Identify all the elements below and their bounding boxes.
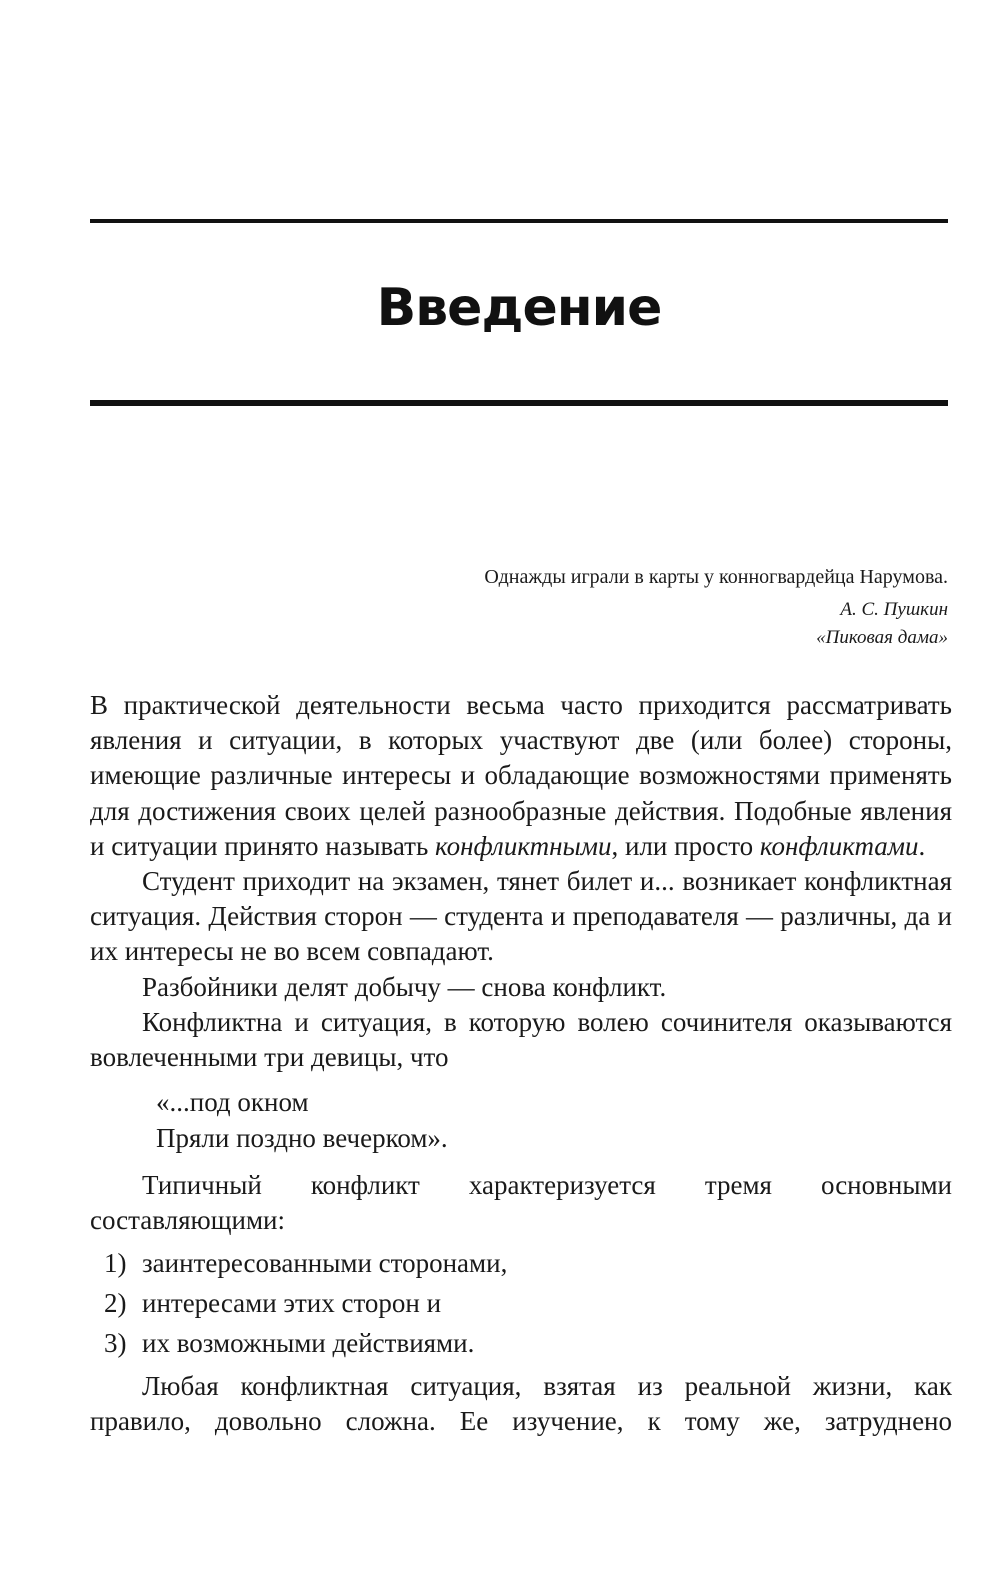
paragraph-3: Разбойники делят добычу — снова конфликт.	[142, 971, 667, 1002]
list-number: 1)	[104, 1247, 127, 1278]
paragraph-4: Конфликтна и ситуация, в которую волею сочинителя оказываются вовлеченными три девицы, что	[90, 1006, 952, 1073]
top-rule	[90, 219, 948, 223]
paragraph-1-mid: , или просто	[611, 830, 760, 861]
body-text	[90, 688, 952, 1439]
paragraph-5: Типичный конфликт характеризуется тремя основными составляющими:	[90, 1170, 952, 1236]
bottom-rule	[90, 400, 948, 406]
list-number: 2)	[104, 1287, 127, 1318]
list-number: 3)	[104, 1327, 127, 1358]
list-text: интересами этих сторон и	[142, 1287, 442, 1318]
poem-line: Пряли поздно вечерком».	[156, 1122, 448, 1153]
list-item	[90, 1323, 952, 1363]
list-item	[90, 1283, 952, 1323]
components-list	[90, 1243, 952, 1363]
list-item	[90, 1243, 952, 1283]
epigraph-work: «Пиковая дама»	[816, 627, 948, 648]
paragraph-1	[90, 688, 952, 864]
term-conflicts: конфликтами	[759, 830, 919, 861]
poem-quote	[156, 1085, 952, 1156]
paragraph-1-text: В практической деятельности весьма часто приходится рассматривать явления и ситуации, в которых участвуют две (или более) стороны, имеющие различные интересы и обладающие возможностями применять для достижения своих целей разнообразные действия. Подобные явления и ситуации принято называть	[90, 690, 952, 861]
chapter-title: Введение	[376, 278, 662, 338]
epigraph-quote: Однажды играли в карты у конногвардейца Нарумова.	[484, 566, 948, 588]
poem-line: «...под окном	[156, 1087, 309, 1118]
paragraph-2: Студент приходит на экзамен, тянет билет и... возникает конфликтная ситуация. Действия сторон — студента и преподавателя — различны, да и их интересы не во всем совпадают.	[90, 866, 952, 967]
paragraph-1-end: .	[918, 830, 926, 861]
list-text: их возможными действиями.	[142, 1327, 475, 1358]
paragraph-6: Любая конфликтная ситуация, взятая из реальной жизни, как правило, довольно сложна. Ее изучение, к тому же, затруднено	[90, 1370, 952, 1436]
epigraph	[248, 562, 948, 652]
term-conflict-situations: конфликтными	[435, 830, 612, 861]
epigraph-author: А. С. Пушкин	[840, 599, 948, 620]
list-text: заинтересованными сторонами,	[142, 1247, 508, 1278]
